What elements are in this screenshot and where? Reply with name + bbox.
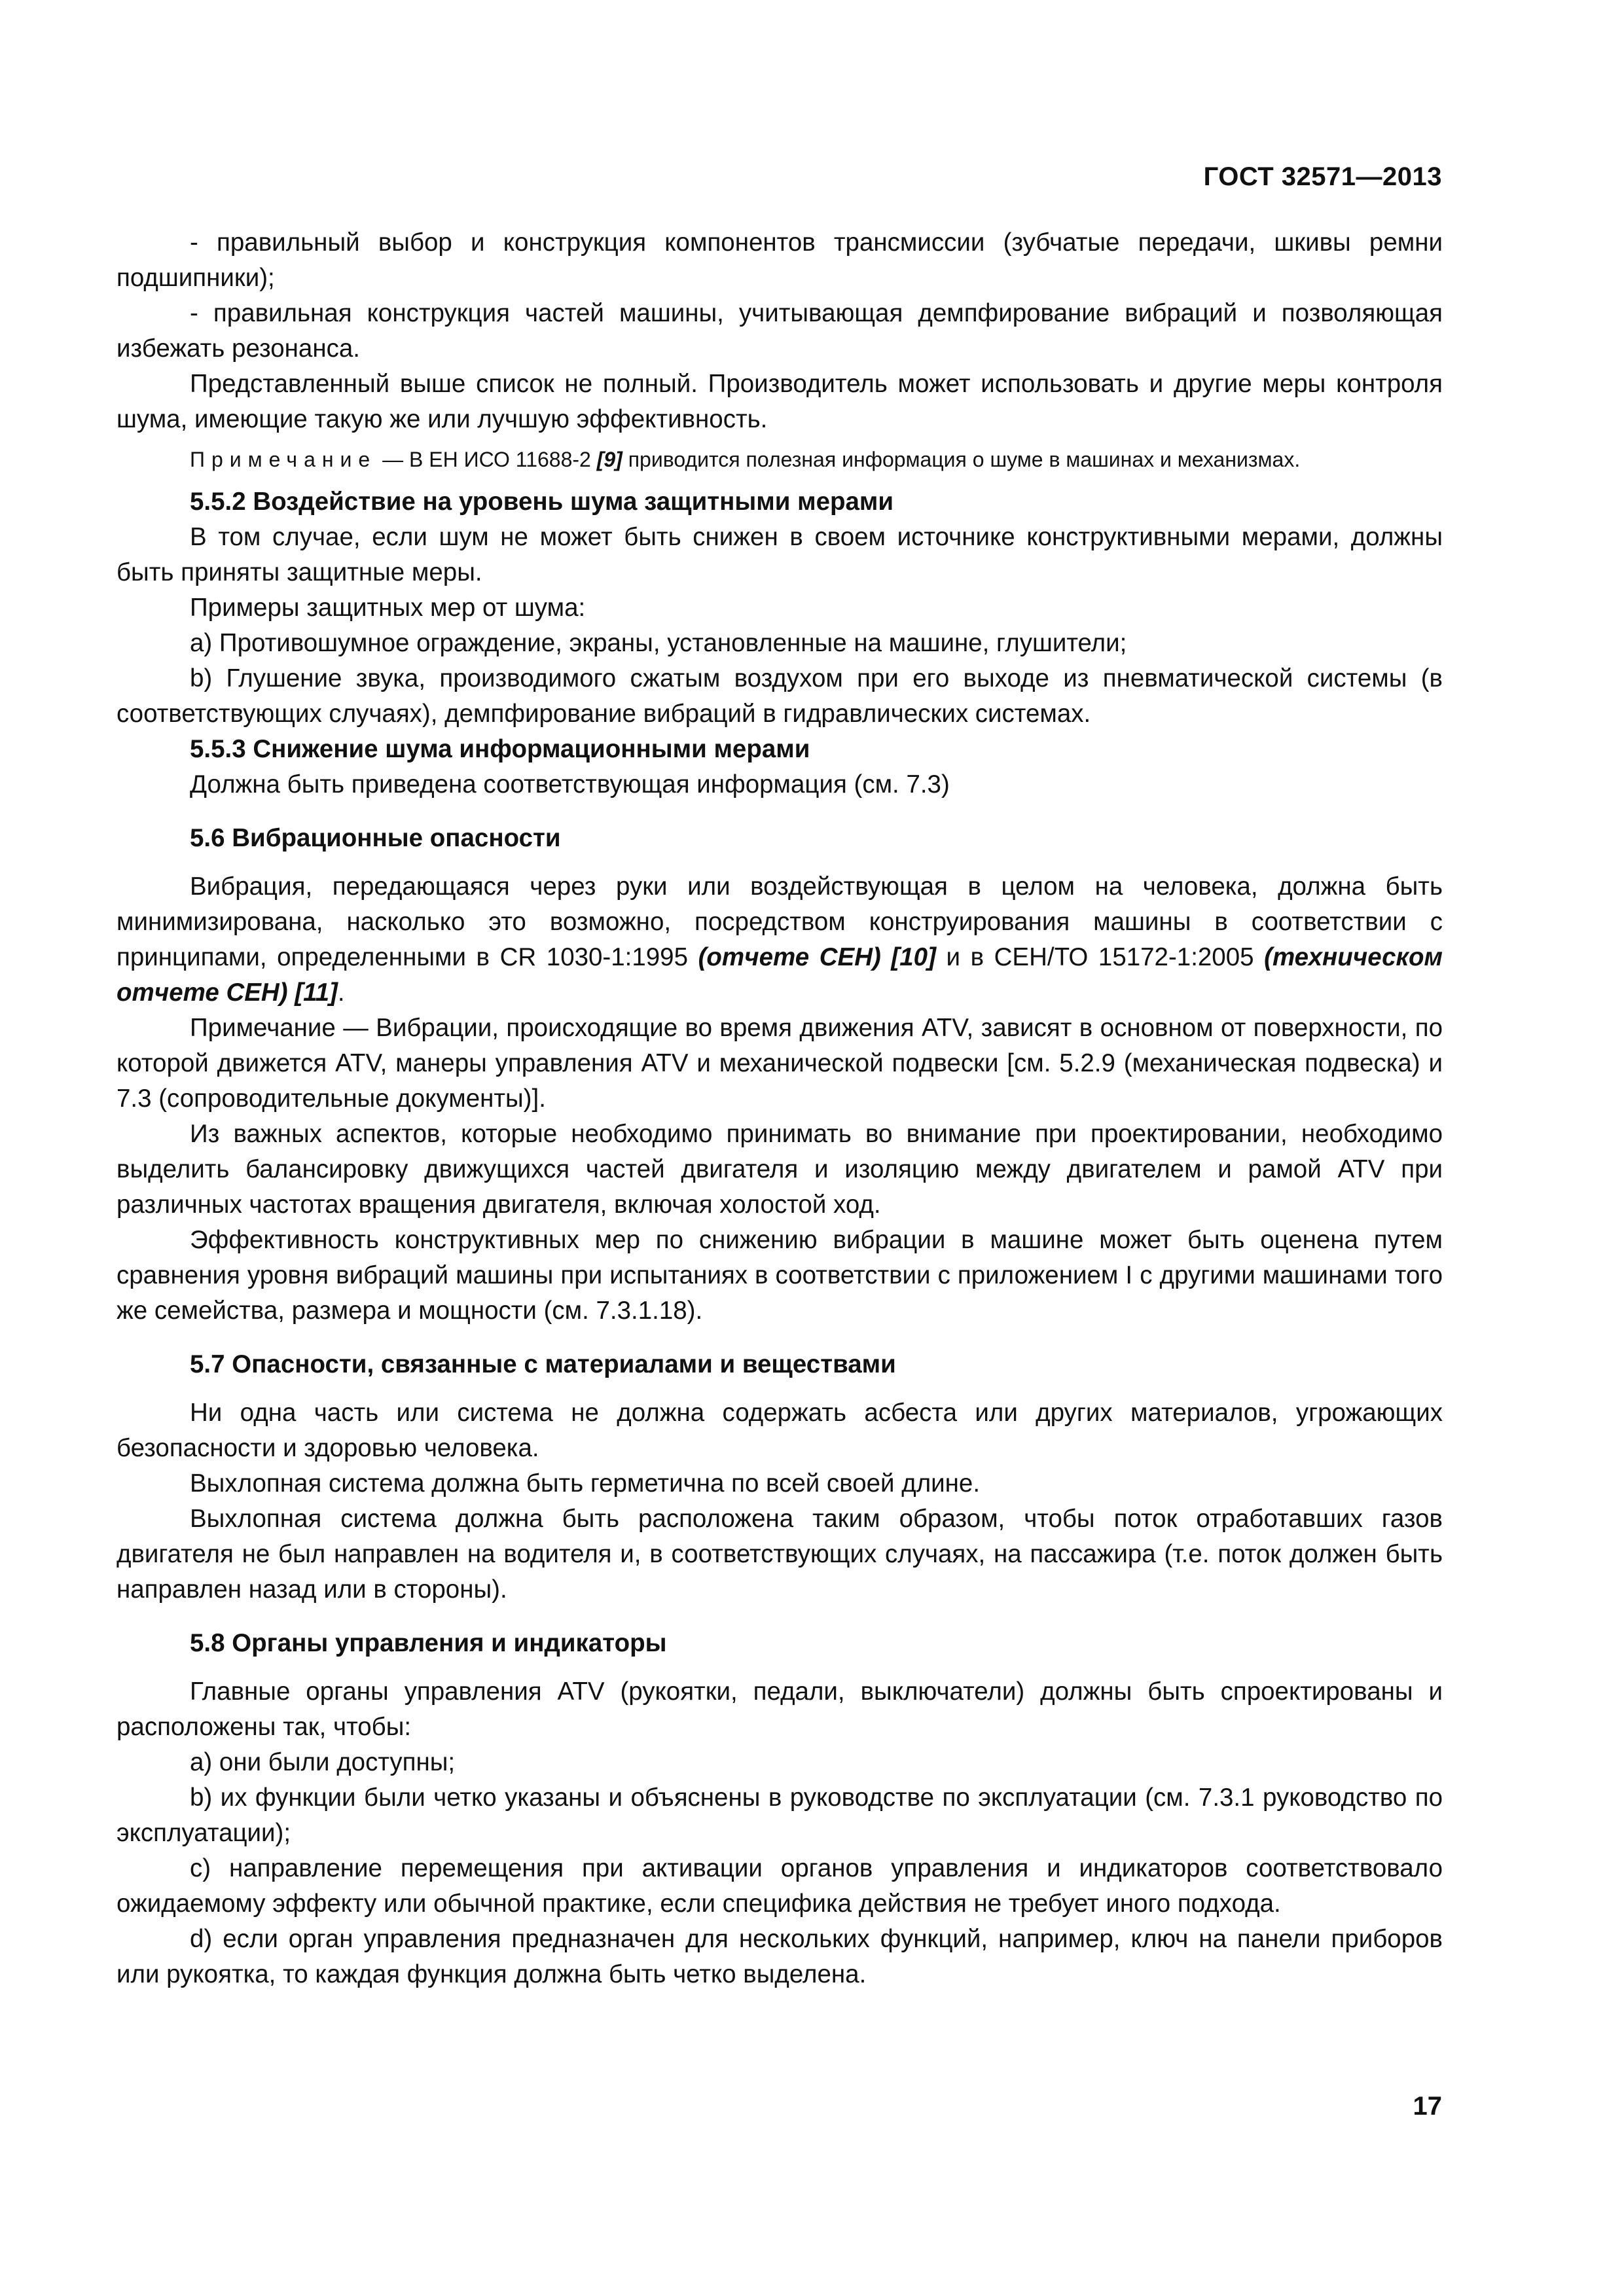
list-item: a) Противошумное ограждение, экраны, установленные на машине, глушители; <box>190 629 1127 657</box>
paragraph-text: Вибрация, передающаяся через руки или воздействующая в целом на человека, должна быть минимизирована, насколько это возможно, посредством конструирования машины в соответствии с принципами, определенными в CR 1030-1:1995 <box>117 872 1443 971</box>
paragraph: Ни одна часть или система не должна содержать асбеста или других материалов, угрожающих безопасности и здоровью человека. <box>117 1399 1443 1462</box>
paragraph: Эффективность конструктивных мер по снижению вибрации в машине может быть оценена путем сравнения уровня вибраций машины при испытаниях в соответствии с приложением I с другими машинами того же семейства, размера и мощности (см. 7.3.1.18). <box>117 1226 1443 1325</box>
paragraph: Выхлопная система должна быть расположена таким образом, чтобы поток отработавших газов двигателя не был направлен на водителя и, в соответствующих случаях, на пассажира (т.е. поток должен быть направлен назад или в стороны). <box>117 1505 1443 1604</box>
paragraph: Представленный выше список не полный. Производитель может использовать и другие меры контроля шума, имеющие такую же или лучшую эффективность. <box>117 370 1443 433</box>
paragraph: Из важных аспектов, которые необходимо принимать во внимание при проектировании, необходимо выделить балансировку движущихся частей двигателя и изоляцию между двигателем и рамой ATV при различных частотах вращения двигателя, включая холостой ход. <box>117 1120 1443 1219</box>
section-heading-5-7: 5.7 Опасности, связанные с материалами и веществами <box>190 1350 896 1378</box>
note-label: Примечание <box>190 448 377 471</box>
list-item: c) направление перемещения при активации органов управления и индикаторов соответствовало ожидаемому эффекту или обычной практике, если специфика действия не требует иного подхода. <box>117 1854 1443 1918</box>
paragraph-text: . <box>337 978 345 1007</box>
document-number-header: ГОСТ 32571—2013 <box>1203 162 1442 191</box>
note-text: — В ЕН ИСО 11688-2 <box>376 448 597 471</box>
list-item: b) Глушение звука, производимого сжатым воздухом при его выходе из пневматической системы (в соответствующих случаях), демпфирование вибраций в гидравлических системах. <box>117 664 1443 728</box>
paragraph: В том случае, если шум не может быть снижен в своем источнике конструктивными мерами, должны быть приняты защитные меры. <box>117 523 1443 586</box>
list-item: a) они были доступны; <box>190 1748 456 1776</box>
page-number: 17 <box>1413 2092 1442 2121</box>
reference-cen-tech-report: (техническом отчете СЕН) [11] <box>117 943 1443 1007</box>
paragraph: - правильный выбор и конструкция компонентов трансмиссии (зубчатые передачи, шкивы ремни подшипники); <box>117 228 1443 292</box>
paragraph <box>117 869 1443 1011</box>
section-heading-5-5-3: 5.5.3 Снижение шума информационными мерами <box>190 735 810 763</box>
note-paragraph <box>117 445 1443 474</box>
document-body <box>117 225 1443 1992</box>
paragraph: Примечание — Вибрации, происходящие во время движения ATV, зависят в основном от поверхности, по которой движется ATV, манеры управления ATV и механической подвески [см. 5.2.9 (механическая подвеска) и 7.3 (сопроводительные документы)]. <box>117 1014 1443 1113</box>
paragraph: Примеры защитных мер от шума: <box>190 594 586 622</box>
section-heading-5-8: 5.8 Органы управления и индикаторы <box>190 1629 667 1657</box>
section-heading-5-6: 5.6 Вибрационные опасности <box>190 824 561 852</box>
paragraph-text: и в СЕН/ТО 15172-1:2005 <box>935 943 1265 971</box>
paragraph: - правильная конструкция частей машины, учитывающая демпфирование вибраций и позволяющая избежать резонанса. <box>117 299 1443 363</box>
paragraph: Выхлопная система должна быть герметична по всей своей длине. <box>190 1469 981 1498</box>
list-item: b) их функции были четко указаны и объяснены в руководстве по эксплуатации (см. 7.3.1 руководство по эксплуатации); <box>117 1784 1443 1847</box>
list-item: d) если орган управления предназначен для нескольких функций, например, ключ на панели приборов или рукоятка, то каждая функция должна быть четко выделена. <box>117 1925 1443 1988</box>
paragraph: Главные органы управления ATV (рукоятки, педали, выключатели) должны быть спроектированы и расположены так, чтобы: <box>117 1677 1443 1741</box>
note-text: приводится полезная информация о шуме в машинах и механизмах. <box>622 448 1301 471</box>
reference-cen-report: (отчете СЕН) [10] <box>698 943 936 971</box>
section-heading-5-5-2: 5.5.2 Воздействие на уровень шума защитными мерами <box>190 488 894 516</box>
reference-link: [9] <box>596 448 623 471</box>
paragraph: Должна быть приведена соответствующая информация (см. 7.3) <box>190 770 950 798</box>
